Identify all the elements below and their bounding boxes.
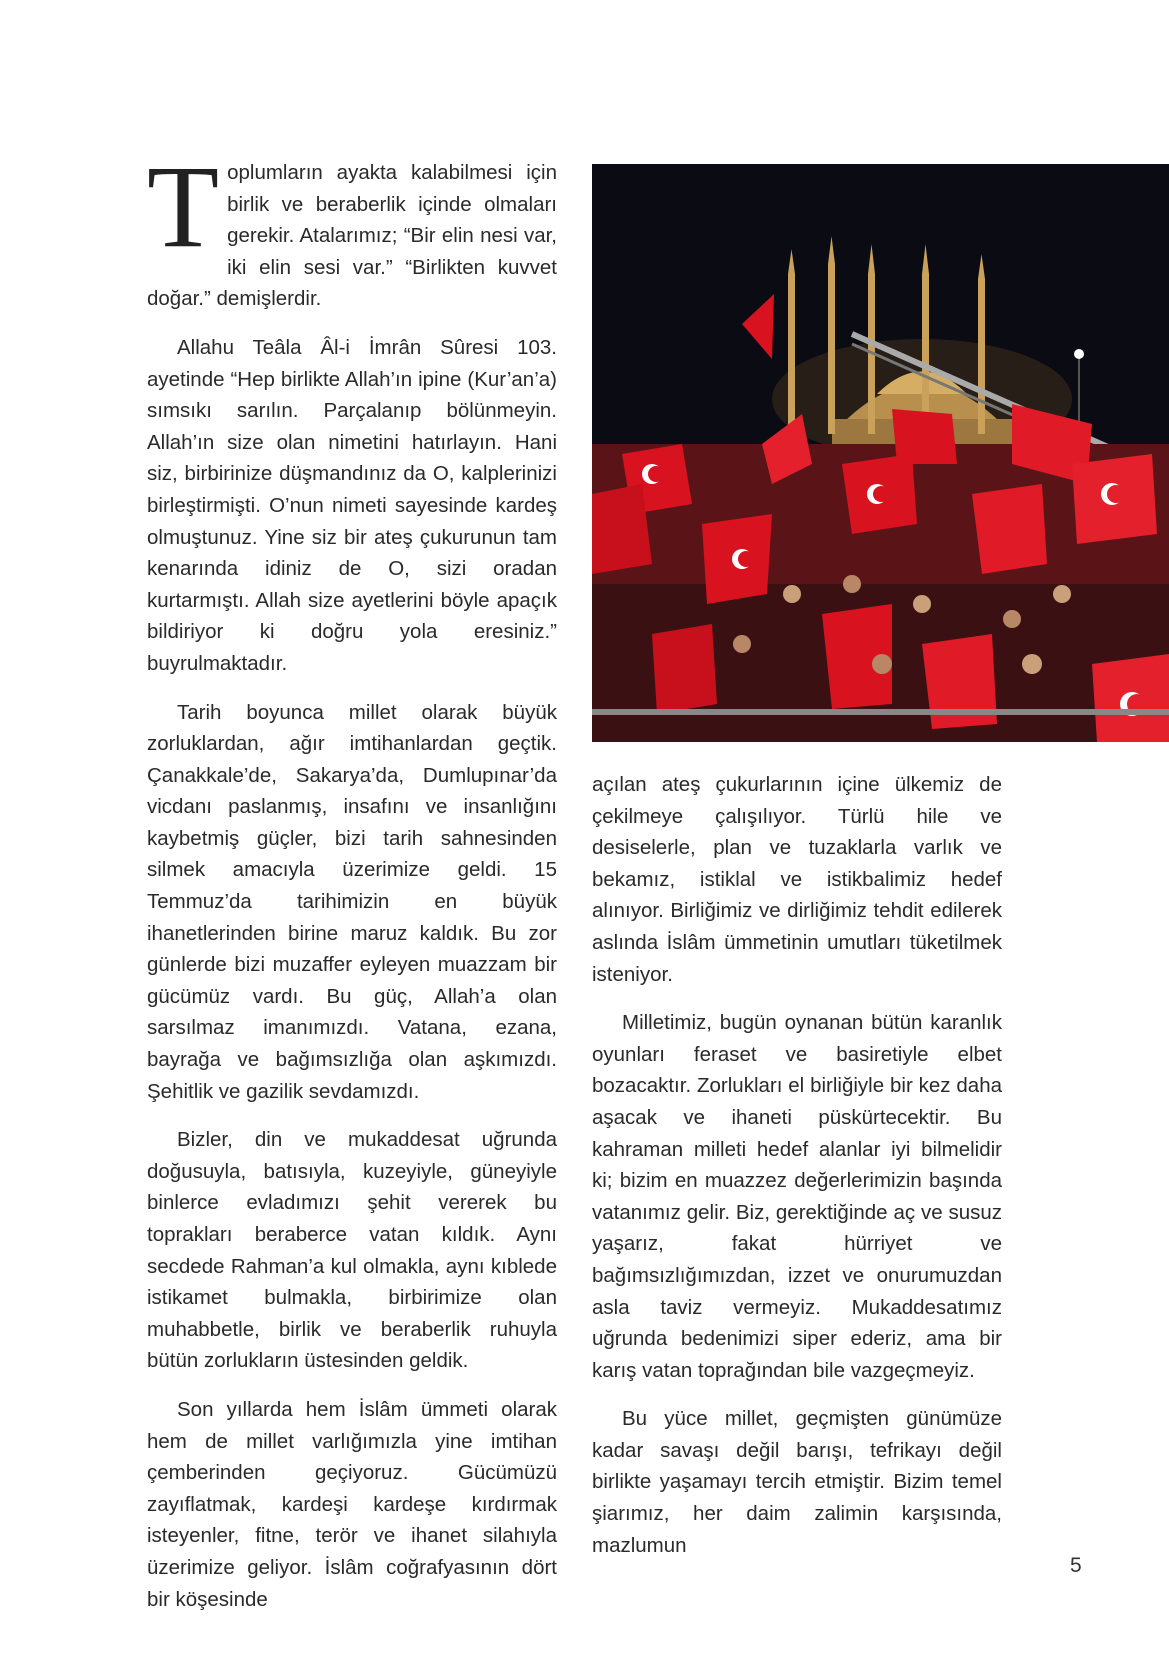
paragraph-text: oplumların ayakta kalabilmesi için birlik ve beraberlik içinde olmaları gerekir. Atalarımız; “Bir elin nesi var, iki elin sesi var.” “Birlikten kuvvet doğar.” demişlerdir. xyxy=(147,161,557,311)
page-number: 5 xyxy=(1070,1554,1082,1577)
paragraph-peace: Bu yüce millet, geçmişten günümüze kadar savaşı değil barışı, tefrikayı değil birlikte yaşamayı tercih etmiştir. Bizim temel şiarımız, her daim zalimin karşısında, mazlumun xyxy=(592,1407,1002,1557)
paragraph-history: Tarih boyunca millet olarak büyük zorluklardan, ağır imtihanlardan geçtik. Çanakkale’de, Sakarya’da, Dumlupınar’da vicdanı paslanmış, insafını ve insanlığını kaybetmiş güçler, bizi tarih sahnesinden silmek amacıyla üzerimize geldi. 15 Temmuz’da tarihimizin en büyük ihanetlerinden birine maruz kaldık. Bu zor günlerde bizi muzaffer eyleyen muazzam bir gücümüz vardı. Bu güç, Allah’a olan sarsılmaz imanımızdı. Vatana, ezana, bayrağa ve bağımsızlığa olan aşkımızdı. Şehitlik ve gazilik sevdamızdı. xyxy=(147,700,557,1103)
paragraph-nation: Milletimiz, bugün oynanan bütün karanlık oyunları feraset ve basiretiyle elbet bozacaktır. Zorlukları el birliğiyle bir kez daha aşacak ve ihaneti püskürtecektir. Bu kahraman milleti hedef alanlar iyi bilmelidir ki; bizim en muazzez değerlerimizin başında vatanımız gelir. Biz, gerektiğinde aç ve susuz yaşarız, fakat hürriyet ve bağımsızlığımızdan, izzet ve onurumuzdan asla taviz vermeyiz. Mukaddesatımız uğrunda bedenimizi siper ederiz, ama bir karış vatan toprağından bile vazgeçmeyiz. xyxy=(592,1011,1002,1382)
paragraph-recent: Son yıllarda hem İslâm ümmeti olarak hem de millet varlığımızla yine imtihan çemberinden geçiyoruz. Gücümüzü zayıflatmak, kardeşi kardeşe kırdırmak isteyenler, fitne, terör ve ihanet silahıyla üzerimize geliyor. İslâm coğrafyasının dört bir köşesinde xyxy=(147,1397,557,1611)
dropcap: T xyxy=(147,141,220,272)
left-column xyxy=(147,141,557,1632)
crowd-with-flags-icon xyxy=(592,164,1169,742)
paragraph-verse: Allahu Teâla Âl-i İmrân Sûresi 103. ayetinde “Hep birlikte Allah’ın ipine (Kur’an’a) sımsıkı sarılın. Parçalanıp bölünmeyin. Allah’ın size olan nimetini hatırlayın. Hani siz, birbirinize düşmandınız da O, kalplerinizi birleştirmişti. O’nun nimeti sayesinde kardeş olmuştunuz. Yine siz bir ateş çukurunun tam kenarında idiniz de O, sizi oradan kurtarmıştı. Allah size ayetlerini böyle apaçık bildiriyor ki doğru yola eresiniz.” buyrulmaktadır. xyxy=(147,335,557,675)
paragraph-unity: Bizler, din ve mukaddesat uğrunda doğusuyla, batısıyla, kuzeyiyle, güneyiyle binlerce evladımızı şehit vererek bu toprakları beraberce vatan kıldık. Aynı secdede Rahman’a kul olmakla, aynı kıblede istikamet bulmakla, birbirimize olan muhabbetle, birlik ve beraberlik ruhuyla bütün zorlukların üstesinden geldik. xyxy=(147,1128,557,1373)
paragraph-continued: açılan ateş çukurlarının içine ülkemiz de çekilmeye çalışılıyor. Türlü hile ve desiselerle, plan ve tuzaklarla varlık ve bekamız, istiklal ve istikbalimiz hedef alınıyor. Birliğimiz ve dirliğimiz tehdit edilerek aslında İslâm ümmetinin umutları tüketilmek isteniyor. xyxy=(592,773,1002,986)
paragraph-intro xyxy=(147,141,557,315)
crowd-flags-photo xyxy=(592,164,1169,742)
right-column xyxy=(592,769,1002,1578)
